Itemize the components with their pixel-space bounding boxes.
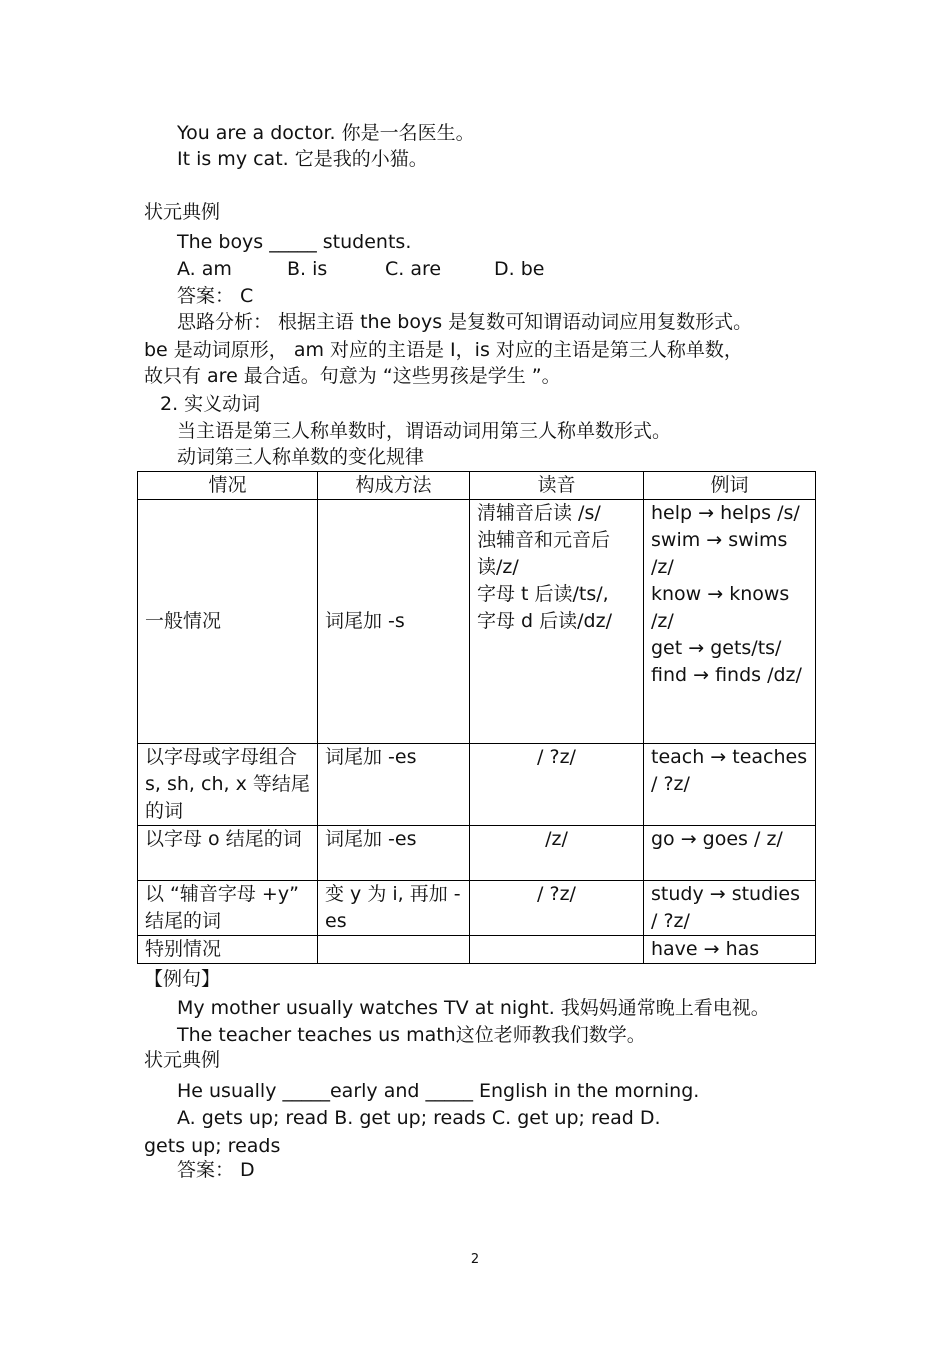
table-row bbox=[138, 744, 816, 826]
sentence-2: The teacher teaches us math这位老师教我们数学。 bbox=[177, 1024, 646, 1046]
cell-examples: go → goes / z/ bbox=[644, 826, 816, 881]
example1-analysis-1: 思路分析： 根据主语 the boys 是复数可知谓语动词应用复数形式。 bbox=[177, 311, 753, 333]
cell-sound: / ?z/ bbox=[470, 744, 644, 826]
cell-method: 词尾加 -es bbox=[318, 744, 470, 826]
example1-heading: 状元典例 bbox=[144, 201, 221, 223]
table-row bbox=[138, 826, 816, 881]
example1-analysis-3: 故只有 are 最合适。句意为 “这些男孩是学生 ”。 bbox=[144, 365, 561, 387]
example2-options-1: A. gets up; read B. get up; reads C. get up; read D. bbox=[177, 1107, 661, 1129]
header-case: 情况 bbox=[138, 472, 318, 500]
sentence-1: My mother usually watches TV at night. 我妈妈通常晚上看电视。 bbox=[177, 997, 770, 1019]
cell-examples: teach → teaches / ?z/ bbox=[644, 744, 816, 826]
header-method: 构成方法 bbox=[318, 472, 470, 500]
line-doctor: You are a doctor. 你是一名医生。 bbox=[177, 122, 475, 144]
example2-question: He usually _____early and _____ English in the morning. bbox=[177, 1080, 700, 1102]
section2-line2: 动词第三人称单数的变化规律 bbox=[177, 446, 425, 468]
cell-sound bbox=[470, 936, 644, 964]
sentences-label: 【例句】 bbox=[144, 968, 221, 990]
cell-method bbox=[318, 936, 470, 964]
cell-case: 以 “辅音字母 +y” 结尾的词 bbox=[138, 881, 318, 936]
cell-method: 词尾加 -es bbox=[318, 826, 470, 881]
example2-options-2: gets up; reads bbox=[144, 1135, 281, 1157]
example2-heading: 状元典例 bbox=[144, 1049, 221, 1071]
example1-analysis-2: be 是动词原形， am 对应的主语是 I，is 对应的主语是第三人称单数， bbox=[144, 339, 743, 361]
cell-sound: 清辅音后读 /s/ 浊辅音和元音后读/z/ 字母 t 后读/ts/, 字母 d 后读/dz/ bbox=[470, 500, 644, 744]
section2-title: 2. 实义动词 bbox=[160, 393, 261, 415]
section2-line1: 当主语是第三人称单数时，谓语动词用第三人称单数形式。 bbox=[177, 420, 672, 442]
header-sound: 读音 bbox=[470, 472, 644, 500]
cell-examples: help → helps /s/ swim → swims /z/ know → knows /z/ get → gets/ts/ find → finds /dz/ bbox=[644, 500, 816, 744]
line-cat: It is my cat. 它是我的小猫。 bbox=[177, 148, 428, 170]
cell-sound: / ?z/ bbox=[470, 881, 644, 936]
table-row bbox=[138, 500, 816, 744]
cell-case: 以字母 o 结尾的词 bbox=[138, 826, 318, 881]
example1-option-d: D. be bbox=[494, 258, 545, 280]
cell-sound: /z/ bbox=[470, 826, 644, 881]
cell-case: 以字母或字母组合 s, sh, ch, x 等结尾的词 bbox=[138, 744, 318, 826]
cell-examples: have → has bbox=[644, 936, 816, 964]
example1-option-b: B. is bbox=[287, 258, 328, 280]
table-row bbox=[138, 936, 816, 964]
example2-answer: 答案： D bbox=[177, 1159, 255, 1181]
table-row bbox=[138, 881, 816, 936]
example1-answer: 答案： C bbox=[177, 285, 254, 307]
conjugation-table bbox=[137, 471, 816, 964]
example1-option-a: A. am bbox=[177, 258, 232, 280]
example1-option-c: C. are bbox=[385, 258, 442, 280]
example1-question: The boys _____ students. bbox=[177, 231, 412, 253]
cell-examples: study → studies / ?z/ bbox=[644, 881, 816, 936]
table-header-row bbox=[138, 472, 816, 500]
header-examples: 例词 bbox=[644, 472, 816, 500]
cell-case: 特别情况 bbox=[138, 936, 318, 964]
cell-method: 词尾加 -s bbox=[318, 500, 470, 744]
cell-method: 变 y 为 i, 再加 -es bbox=[318, 881, 470, 936]
cell-case: 一般情况 bbox=[138, 500, 318, 744]
page-number: 2 bbox=[470, 1252, 480, 1267]
